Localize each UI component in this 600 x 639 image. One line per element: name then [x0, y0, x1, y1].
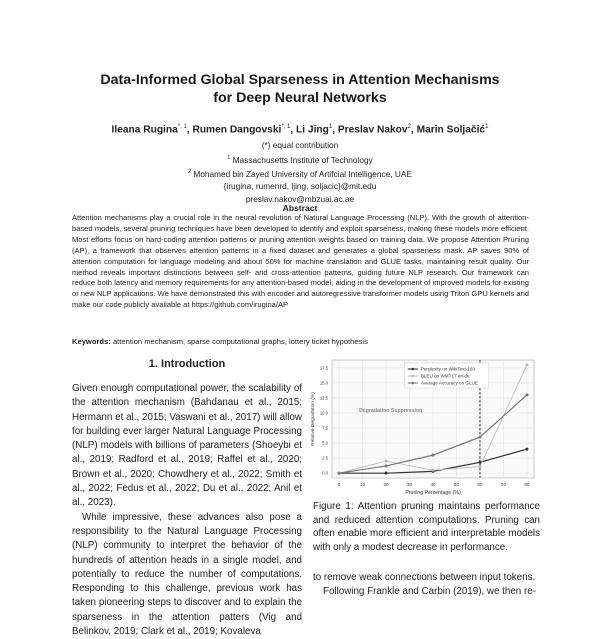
- data-point: [525, 363, 528, 366]
- paper-title: [0, 71, 600, 107]
- author-affiliation-mark: 1: [485, 124, 489, 130]
- x-tick-label: 40: [430, 482, 436, 487]
- legend-label: BLEU on WMT17 en-de: [420, 373, 470, 379]
- y-tick-label: 17.5: [319, 365, 328, 371]
- x-tick-label: 50: [453, 482, 460, 487]
- x-tick-label: 60: [477, 482, 483, 487]
- data-point: [385, 472, 388, 475]
- abstract-text: Attention mechanisms play a crucial role in the neural revolution of Natural Language Processing (NLP). With the growth of attention-based models, several pruning techniques have been developed to identify and exploit sparseness, making these models more efficient. Most efforts focus on hard-coding attention patterns or pruning attention weights based on training data. We propose Attention Pruning (AP), a framework that observes attention patterns in a fixed dataset and generates a global sparseness mask. AP saves 90% of attention computation for language modeling and about 50% for machine translation and GLUE tasks, maintaining result quality. Our method reveals important distinctions between self- and cross-attention patterns, guiding future NLP research. Our framework can reduce both latency and memory requirements for any attention-based model, aiding in the development of improved models for existing or new NLP applications. We have demonstrated this with encoder and autoregressive transformer models using Triton GPU kernels and make our code publicly available at https://github.com/irugina/AP: [72, 213, 529, 310]
- legend-label: Perplexity on WikiText-103: [420, 366, 475, 372]
- author-list: Ileana Rugina$^{*, 1}$, Rumen Dangovski$^{*, 1}$, Li Jing$^1$, Preslav Nakov$^2$, Marin Soljačić$^1$: [111, 124, 489, 136]
- right-paragraph-2: Following Frankle and Carbin (2019), we then re-: [323, 586, 536, 598]
- data-point: [432, 469, 435, 472]
- author-affiliation-mark: 2: [407, 124, 411, 130]
- author-name: Ileana Rugina: [111, 124, 178, 136]
- title-line-2: for Deep Neural Networks: [213, 90, 387, 106]
- y-tick-label: 15.0: [319, 380, 328, 386]
- y-tick-label: 12.5: [319, 395, 328, 401]
- author-affiliation-mark: *, 1: [177, 124, 187, 130]
- y-tick-label: 5.0: [322, 440, 328, 446]
- right-paragraph-1: to remove weak connections between input tokens.: [313, 572, 536, 583]
- y-tick-label: 7.5: [322, 425, 328, 431]
- y-tick-label: 2.5: [322, 455, 328, 461]
- x-tick-label: 80: [524, 482, 530, 487]
- title-line-1: Data-Informed Global Sparseness in Attention Mechanisms: [100, 72, 500, 88]
- data-point: [525, 448, 528, 451]
- data-point: [338, 472, 341, 475]
- affiliation-name: Massachusetts Institute of Technology: [232, 154, 373, 165]
- legend-marker: [412, 382, 415, 385]
- figure-caption: Figure 1: Attention pruning maintains performance and reduced attention computations. Pruning can often enable more efficient and interpretable models with only a modest decrease in performance.: [313, 501, 540, 553]
- data-point: [432, 454, 435, 457]
- author-name: Marin Soljačić: [416, 124, 486, 136]
- author-affiliation-mark: 1: [328, 124, 333, 130]
- data-point: [478, 436, 481, 439]
- y-tick-label: 10.0: [319, 410, 328, 416]
- affiliations: [0, 139, 600, 205]
- email-2: preslav.nakov@mbzuai.ac.ae: [245, 193, 355, 204]
- abstract-heading: Abstract: [282, 203, 318, 213]
- keywords-label: Keywords:: [72, 337, 111, 346]
- figure-1-chart: [306, 352, 542, 496]
- right-column-body: [313, 571, 540, 600]
- author-name: Li Jing: [296, 124, 329, 136]
- affiliation-2: [0, 166, 600, 180]
- author-affiliation-mark: *, 1: [281, 124, 291, 130]
- data-point: [478, 465, 481, 468]
- legend-label: Average Accuracy on GLUE: [420, 380, 478, 386]
- data-point: [525, 393, 528, 396]
- legend-marker: [412, 368, 415, 371]
- x-tick-label: 20: [383, 482, 389, 487]
- chart-annotation: Degradation Suppression: [359, 407, 423, 414]
- data-point: [385, 460, 388, 463]
- x-tick-label: 30: [406, 482, 413, 487]
- affiliation-1: [0, 152, 600, 166]
- affiliation-name: Mohamed bin Zayed University of Artifcial Intelligence, UAE: [193, 168, 412, 179]
- affiliation-mark: 2: [188, 168, 192, 175]
- x-axis-label: Pruning Percentage (%): [405, 490, 461, 496]
- x-tick-label: 70: [500, 482, 507, 487]
- left-column-body: [72, 382, 302, 639]
- legend-marker: [412, 375, 415, 378]
- author-name: Rumen Dangovski: [192, 124, 282, 136]
- y-axis-label: Relative Degradation (%): [311, 392, 316, 446]
- y-tick-label: 0.0: [322, 470, 328, 476]
- section-heading-introduction: 1. Introduction: [148, 358, 226, 370]
- keywords: [72, 337, 368, 346]
- affiliation-mark: 1: [227, 154, 231, 161]
- author-name: Preslav Nakov: [337, 124, 408, 136]
- equal-contribution-note: (*) equal contribution: [261, 140, 339, 150]
- data-point: [385, 464, 388, 467]
- keywords-text: attention mechanism, sparse computational graphs, lottery ticket hypothesis: [112, 337, 368, 346]
- intro-paragraph-2: While impressive, these advances also pose a responsibility to the Natural Language Processing (NLP) community to interpret the behavior of the hundreds of attention heads in a single model, and potentially to reduce the number of computations. Responding to this challenge, previous work has taken pioneering steps to discover and to explain the sparseness in the attention patters (Vig and Belinkov, 2019; Clark et al., 2019; Kovaleva: [72, 511, 302, 638]
- x-tick-label: 10: [359, 482, 366, 487]
- intro-paragraph-1: Given enough computational power, the scalability of the attention mechanism (Bahdanau et al., 2015; Hermann et al., 2015; Vaswani et al., 2017) will allow for building ever larger Natural Language Processing (NLP) models with billions of parameters (Shoeybi et al., 2019; Radford et al., 2019; Raffel et al., 2020; Brown et al., 2020; Chowdhery et al., 2022; Smith et al., 2022; Fedus et al., 2022; Du et al., 2022; Anil et al., 2023).: [72, 383, 302, 509]
- x-tick-label: 0: [337, 482, 341, 487]
- email-1: {irugina, rumenrd, ljing, soljacic}@mit.edu: [223, 181, 377, 192]
